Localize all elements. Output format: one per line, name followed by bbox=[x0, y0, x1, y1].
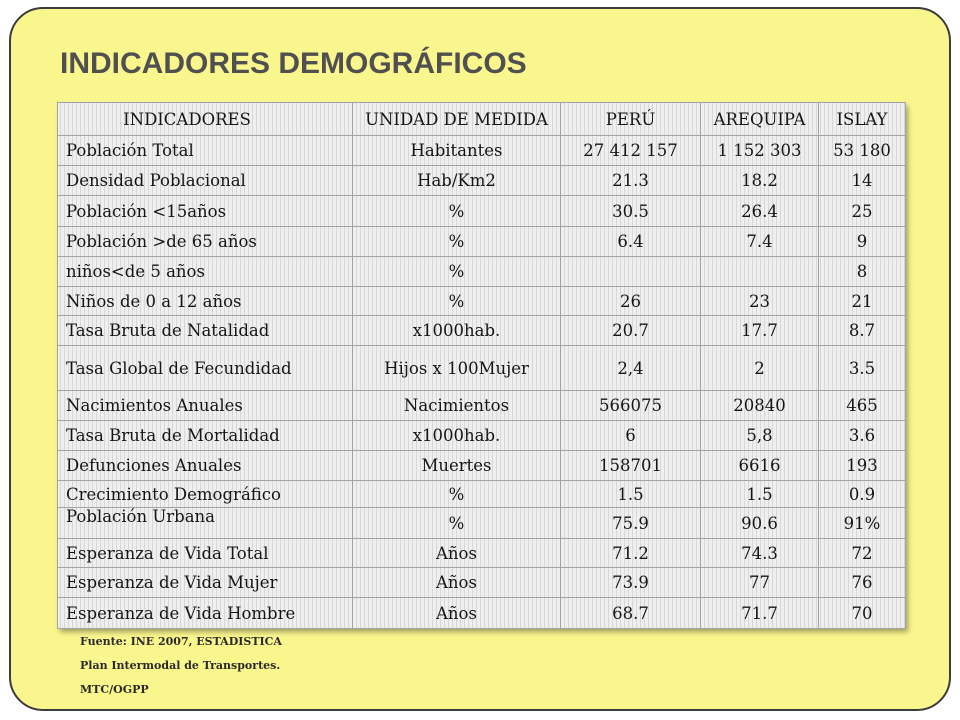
unit-of-measure: Años bbox=[353, 539, 561, 568]
value-islay: 91% bbox=[819, 508, 906, 539]
table-row bbox=[58, 539, 906, 568]
demographics-table-container bbox=[57, 102, 905, 628]
value-islay: 14 bbox=[819, 166, 906, 196]
value-arequipa: 6616 bbox=[701, 451, 819, 481]
indicator-label: Población Total bbox=[58, 136, 353, 166]
value-islay: 3.6 bbox=[819, 421, 906, 451]
value-peru: 2,4 bbox=[561, 346, 701, 391]
value-peru: 6.4 bbox=[561, 227, 701, 257]
value-islay: 53 180 bbox=[819, 136, 906, 166]
value-peru: 1.5 bbox=[561, 481, 701, 508]
indicator-label: Población <15años bbox=[58, 196, 353, 227]
source-line: Plan Intermodal de Transportes. bbox=[80, 659, 281, 672]
value-arequipa: 26.4 bbox=[701, 196, 819, 227]
value-islay: 25 bbox=[819, 196, 906, 227]
value-peru: 75.9 bbox=[561, 508, 701, 539]
value-arequipa: 1 152 303 bbox=[701, 136, 819, 166]
unit-of-measure: Hab/Km2 bbox=[353, 166, 561, 196]
value-peru: 26 bbox=[561, 287, 701, 316]
value-arequipa bbox=[701, 257, 819, 287]
indicator-label: Crecimiento Demográfico bbox=[58, 481, 353, 508]
indicator-label: Población Urbana bbox=[66, 506, 216, 526]
unit-of-measure: Años bbox=[353, 598, 561, 629]
source-line: MTC/OGPP bbox=[80, 683, 149, 696]
source-note bbox=[80, 630, 282, 702]
indicator-label: Esperanza de Vida Total bbox=[58, 539, 353, 568]
indicator-label: Población >de 65 años bbox=[58, 227, 353, 257]
table-row bbox=[58, 196, 906, 227]
value-peru: 566075 bbox=[561, 391, 701, 421]
header-unidad-de-medida: UNIDAD DE MEDIDA bbox=[353, 103, 561, 136]
table-row bbox=[58, 391, 906, 421]
table-row bbox=[58, 257, 906, 287]
table-header-row bbox=[58, 103, 906, 136]
value-peru bbox=[561, 257, 701, 287]
table-row bbox=[58, 421, 906, 451]
header-peru: PERÚ bbox=[561, 103, 701, 136]
value-arequipa: 1.5 bbox=[701, 481, 819, 508]
value-peru: 158701 bbox=[561, 451, 701, 481]
unit-of-measure: % bbox=[353, 508, 561, 539]
value-arequipa: 17.7 bbox=[701, 316, 819, 346]
value-arequipa: 18.2 bbox=[701, 166, 819, 196]
unit-of-measure: % bbox=[353, 257, 561, 287]
unit-of-measure: Hijos x 100Mujer bbox=[353, 346, 561, 391]
value-peru: 73.9 bbox=[561, 568, 701, 598]
indicator-label-cell bbox=[58, 508, 353, 539]
indicator-label: Defunciones Anuales bbox=[58, 451, 353, 481]
header-islay: ISLAY bbox=[819, 103, 906, 136]
table-row bbox=[58, 481, 906, 508]
value-arequipa: 5,8 bbox=[701, 421, 819, 451]
indicator-label: Tasa Bruta de Natalidad bbox=[58, 316, 353, 346]
unit-of-measure: Años bbox=[353, 568, 561, 598]
value-arequipa: 23 bbox=[701, 287, 819, 316]
value-arequipa: 2 bbox=[701, 346, 819, 391]
demographics-table bbox=[57, 102, 906, 629]
header-arequipa: AREQUIPA bbox=[701, 103, 819, 136]
value-islay: 8 bbox=[819, 257, 906, 287]
unit-of-measure: Muertes bbox=[353, 451, 561, 481]
table-row bbox=[58, 451, 906, 481]
table-row bbox=[58, 136, 906, 166]
value-islay: 465 bbox=[819, 391, 906, 421]
header-indicadores: INDICADORES bbox=[58, 103, 353, 136]
value-islay: 193 bbox=[819, 451, 906, 481]
table-row bbox=[58, 166, 906, 196]
value-peru: 30.5 bbox=[561, 196, 701, 227]
value-arequipa: 71.7 bbox=[701, 598, 819, 629]
unit-of-measure: x1000hab. bbox=[353, 316, 561, 346]
value-islay: 0.9 bbox=[819, 481, 906, 508]
value-arequipa: 74.3 bbox=[701, 539, 819, 568]
source-line: Fuente: INE 2007, ESTADISTICA bbox=[80, 635, 282, 648]
value-arequipa: 77 bbox=[701, 568, 819, 598]
unit-of-measure: % bbox=[353, 227, 561, 257]
value-islay: 70 bbox=[819, 598, 906, 629]
value-peru: 27 412 157 bbox=[561, 136, 701, 166]
table-row bbox=[58, 598, 906, 629]
value-peru: 68.7 bbox=[561, 598, 701, 629]
slide-title: INDICADORES DEMOGRÁFICOS bbox=[60, 47, 527, 80]
value-peru: 71.2 bbox=[561, 539, 701, 568]
table-row bbox=[58, 227, 906, 257]
value-islay: 21 bbox=[819, 287, 906, 316]
value-islay: 76 bbox=[819, 568, 906, 598]
indicator-label: niños<de 5 años bbox=[58, 257, 353, 287]
unit-of-measure: x1000hab. bbox=[353, 421, 561, 451]
indicator-label: Densidad Poblacional bbox=[58, 166, 353, 196]
value-arequipa: 20840 bbox=[701, 391, 819, 421]
value-peru: 6 bbox=[561, 421, 701, 451]
unit-of-measure: % bbox=[353, 287, 561, 316]
table-row bbox=[58, 508, 906, 539]
table-row bbox=[58, 287, 906, 316]
indicator-label: Esperanza de Vida Hombre bbox=[58, 598, 353, 629]
value-islay: 72 bbox=[819, 539, 906, 568]
indicator-label: Esperanza de Vida Mujer bbox=[58, 568, 353, 598]
value-arequipa: 90.6 bbox=[701, 508, 819, 539]
unit-of-measure: Habitantes bbox=[353, 136, 561, 166]
unit-of-measure: Nacimientos bbox=[353, 391, 561, 421]
table-row bbox=[58, 346, 906, 391]
indicator-label: Tasa Global de Fecundidad bbox=[58, 346, 353, 391]
indicator-label: Niños de 0 a 12 años bbox=[58, 287, 353, 316]
value-peru: 20.7 bbox=[561, 316, 701, 346]
table-row bbox=[58, 316, 906, 346]
value-islay: 8.7 bbox=[819, 316, 906, 346]
table-row bbox=[58, 568, 906, 598]
unit-of-measure: % bbox=[353, 196, 561, 227]
indicator-label: Nacimientos Anuales bbox=[58, 391, 353, 421]
value-peru: 21.3 bbox=[561, 166, 701, 196]
value-islay: 9 bbox=[819, 227, 906, 257]
unit-of-measure: % bbox=[353, 481, 561, 508]
value-islay: 3.5 bbox=[819, 346, 906, 391]
indicator-label: Tasa Bruta de Mortalidad bbox=[58, 421, 353, 451]
value-arequipa: 7.4 bbox=[701, 227, 819, 257]
